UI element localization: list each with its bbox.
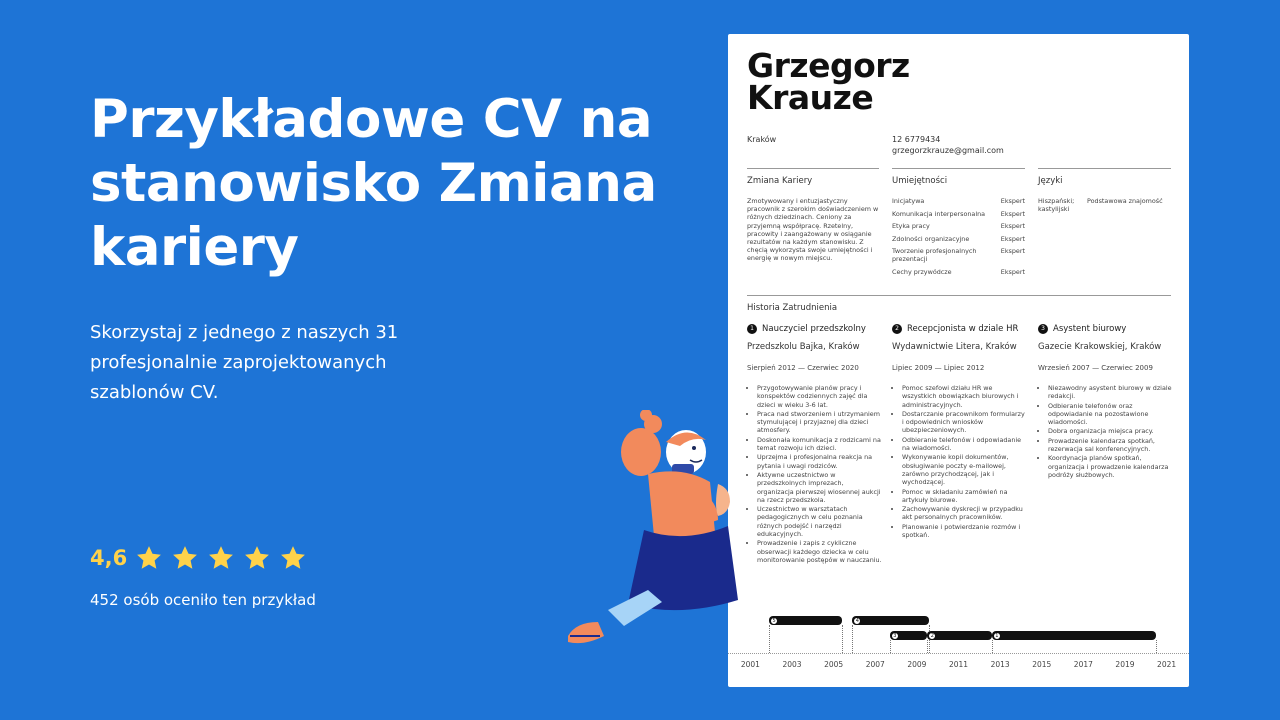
timeline-marker: 1	[993, 632, 1001, 640]
skill-item: Komunikacja interpersonalna Ekspert	[892, 209, 1025, 218]
timeline-axis	[728, 653, 1189, 654]
job-bullets	[747, 384, 882, 564]
list-item: • Prowadzenie i zapis z cykliczne obserwacji każdego dziecka w celu monitorowanie postępów w nauczaniu.	[757, 539, 882, 564]
timeline-guide-line	[842, 625, 843, 653]
job-dates: Lipiec 2009 — Lipiec 2012	[892, 364, 985, 372]
job-number-icon: 3	[1038, 324, 1048, 334]
timeline-bar	[992, 631, 1156, 640]
list-item: • Wykonywanie kopii dokumentów, obsługiwanie poczty e-mailowej, zarówno przychodzącej, jak i wychodzącej.	[902, 453, 1028, 486]
rating-count: 452 osób oceniło ten przykład	[90, 591, 316, 609]
timeline-year-label: 2007	[865, 660, 885, 669]
section-title-skills: Umiejętności	[892, 176, 948, 186]
timeline-marker: 4	[853, 617, 861, 625]
star-icon	[279, 544, 307, 572]
list-item: • Dostarczanie pracownikom formularzy i odpowiednich wniosków ubezpieczeniowych.	[902, 410, 1028, 435]
list-item: • Zachowywanie dyskrecji w przypadku akt personalnych pracowników.	[902, 505, 1028, 522]
timeline-year-label: 2013	[990, 660, 1010, 669]
timeline-year-label: 2017	[1073, 660, 1093, 669]
timeline-bar	[852, 616, 929, 625]
timeline-bar	[927, 631, 992, 640]
timeline-marker: 3	[891, 632, 899, 640]
job-entry	[1038, 324, 1173, 480]
section-title-career: Zmiana Kariery	[747, 176, 813, 186]
cv-preview[interactable]	[728, 34, 1189, 687]
list-item: • Przygotowywanie planów pracy i konspektów codziennych zajęć dla dzieci w wieku 3-6 lat.	[757, 384, 882, 409]
job-entry	[892, 324, 1028, 540]
divider	[892, 168, 1025, 169]
timeline-guide-line	[927, 640, 928, 653]
cv-first-name: Grzegorz	[747, 46, 910, 85]
job-title: 2 Recepcjonista w dziale HR	[892, 324, 1028, 334]
list-item: • Aktywne uczestnictwo w przedszkolnych imprezach, organizacja pierwszej wiosennej aukcji na rzecz przedszkola.	[757, 471, 882, 504]
skill-item: Cechy przywódcze Ekspert	[892, 267, 1025, 276]
skills-list	[892, 197, 1025, 280]
divider	[747, 168, 879, 169]
job-bullets	[1038, 384, 1173, 479]
job-company: Gazecie Krakowskiej, Kraków	[1038, 342, 1162, 352]
list-item: • Pomoc szefowi działu HR we wszystkich obowiązkach biurowych i administracyjnych.	[902, 384, 1028, 409]
timeline-marker: 2	[928, 632, 936, 640]
list-item: • Uprzejma i profesjonalna reakcja na pytania i uwagi rodziców.	[757, 453, 882, 470]
skill-item: Zdolności organizacyjne Ekspert	[892, 234, 1025, 243]
list-item: • Praca nad stworzeniem i utrzymaniem stymulującej i przyjaznej dla dzieci atmosfery.	[757, 410, 882, 435]
list-item: • Prowadzenie kalendarza spotkań, rezerwacja sal konferencyjnych.	[1048, 437, 1173, 454]
skill-item: Inicjatywa Ekspert	[892, 197, 1025, 205]
job-title: 3 Asystent biurowy	[1038, 324, 1173, 334]
list-item: • Pomoc w składaniu zamówień na artykuły biurowe.	[902, 488, 1028, 505]
timeline-guide-line	[769, 625, 770, 653]
section-title-history: Historia Zatrudnienia	[747, 303, 838, 313]
cv-name	[747, 46, 910, 117]
timeline-guide-line	[992, 640, 993, 653]
timeline-year-label: 2009	[907, 660, 927, 669]
timeline-year-label: 2021	[1157, 660, 1177, 669]
timeline-year-label: 2001	[740, 660, 760, 669]
divider	[747, 295, 1171, 296]
cv-city: Kraków	[747, 135, 777, 144]
star-icon	[207, 544, 235, 572]
list-item: • Niezawodny asystent biurowy w dziale redakcji.	[1048, 384, 1173, 401]
star-icon	[171, 544, 199, 572]
list-item: • Uczestnictwo w warsztatach pedagogicznych w celu poznania różnych podejść i narzędzi edukacyjnych.	[757, 505, 882, 538]
cv-email: grzegorzkrauze@gmail.com	[892, 146, 1004, 155]
list-item: • Koordynacja planów spotkań, organizacja i prowadzenie kalendarza podróży służbowych.	[1048, 454, 1173, 479]
star-icon	[135, 544, 163, 572]
timeline-bar	[769, 616, 842, 625]
list-item: • Planowanie i potwierdzanie rozmów i spotkań.	[902, 523, 1028, 540]
section-title-languages: Języki	[1038, 176, 1063, 186]
job-dates: Sierpień 2012 — Czerwiec 2020	[747, 364, 859, 372]
job-number-icon: 2	[892, 324, 902, 334]
timeline-guide-line	[890, 640, 891, 653]
woman-illustration	[548, 410, 738, 660]
job-dates: Wrzesień 2007 — Czerwiec 2009	[1038, 364, 1153, 372]
skill-item: Tworzenie profesjonalnych prezentacji Ekspert	[892, 247, 1025, 264]
skill-item: Etyka pracy Ekspert	[892, 222, 1025, 230]
job-entry	[747, 324, 882, 565]
list-item: • Odbieranie telefonów oraz odpowiadanie na pozostawione wiadomości.	[1048, 402, 1173, 427]
job-bullets	[892, 384, 1028, 539]
job-title: 1 Nauczyciel przedszkolny	[747, 324, 882, 334]
page-headline: Przykładowe CV na stanowisko Zmiana kariery	[90, 89, 657, 278]
language-name: Hiszpański; kastylijski	[1038, 197, 1075, 214]
divider	[1038, 168, 1171, 169]
timeline-marker: 5	[770, 617, 778, 625]
timeline-year-label: 2011	[948, 660, 969, 669]
cv-phone: 12 6779434	[892, 135, 941, 144]
list-item: • Dobra organizacja miejsca pracy.	[1048, 427, 1173, 435]
timeline-year-label: 2019	[1115, 660, 1135, 669]
job-company: Przedszkolu Bajka, Kraków	[747, 342, 860, 352]
timeline-year-label: 2005	[824, 660, 844, 669]
job-company: Wydawnictwie Litera, Kraków	[892, 342, 1017, 352]
page-subtitle: Skorzystaj z jednego z naszych 31 profesjonalnie zaprojektowanych szablonów CV.	[90, 322, 399, 403]
cv-last-name: Krauze	[747, 78, 874, 117]
timeline-year-label: 2015	[1032, 660, 1052, 669]
timeline-guide-line	[852, 625, 853, 653]
job-number-icon: 1	[747, 324, 757, 334]
rating-value: 4,6	[90, 546, 128, 570]
list-item: • Odbieranie telefonów i odpowiadanie na wiadomości.	[902, 436, 1028, 453]
cv-summary: Zmotywowany i entuzjastyczny pracownik z szerokim doświadczeniem w różnych dziedzinach. Ceniony za przyjemną współpracę. Rzetelny, pracowity i zaangażowany w osiąganie rezultatów na każdym stanowisku. Z chęcią wykorzysta swoje umiejętności i energię w nowym miejscu.	[747, 197, 879, 263]
timeline-year-label: 2003	[782, 660, 802, 669]
timeline-guide-line	[1156, 640, 1157, 653]
language-item	[1038, 197, 1171, 213]
rating-stars	[90, 544, 315, 572]
star-icon	[243, 544, 271, 572]
language-level: Podstawowa znajomość	[1087, 197, 1163, 205]
list-item: • Doskonała komunikacja z rodzicami na temat rozwoju ich dzieci.	[757, 436, 882, 453]
